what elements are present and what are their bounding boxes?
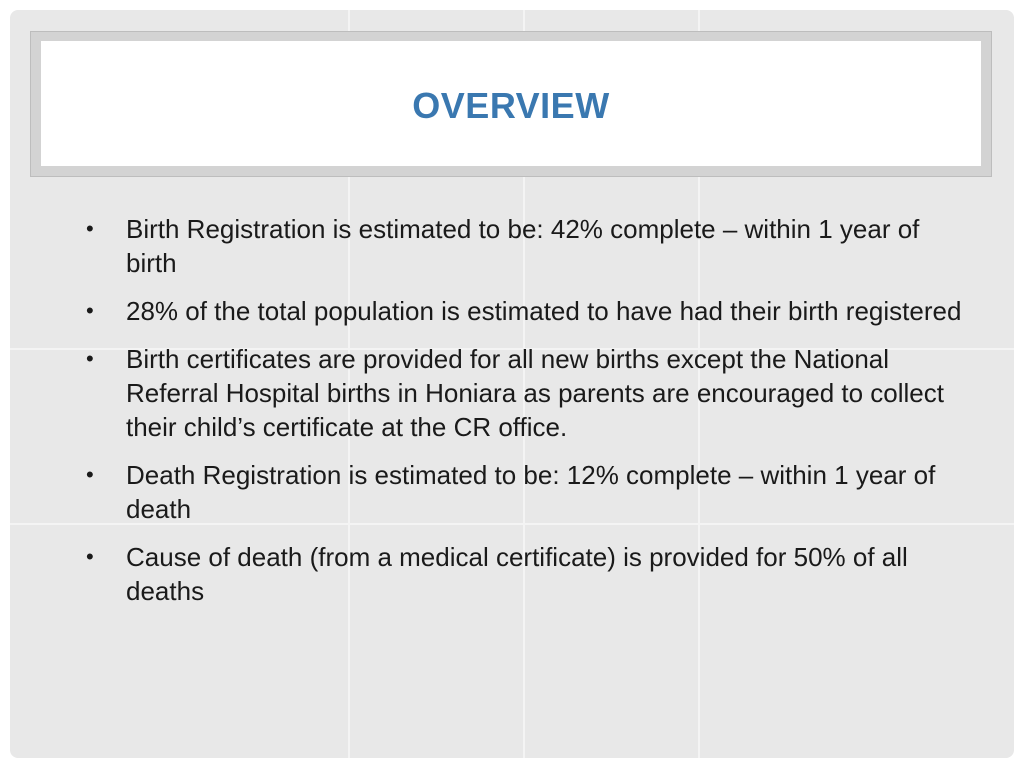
slide-title: OVERVIEW	[412, 84, 610, 126]
title-box	[41, 41, 981, 166]
bullet-list	[80, 212, 970, 622]
bullet-point-icon: •	[86, 462, 94, 487]
bullet-point-icon: •	[86, 346, 94, 371]
bullet-text: Cause of death (from a medical certificate) is provided for 50% of all deaths	[126, 542, 908, 606]
bullet-item	[80, 342, 970, 444]
bullet-text: Birth certificates are provided for all new births except the National Referral Hospital births in Honiara as parents are encouraged to collect their child’s certificate at the CR office.	[126, 344, 944, 442]
bullet-item	[80, 212, 970, 280]
bullet-text: 28% of the total population is estimated to have had their birth registered	[126, 296, 962, 326]
bullet-item	[80, 540, 970, 608]
bullet-text: Death Registration is estimated to be: 12% complete – within 1 year of death	[126, 460, 936, 524]
slide	[10, 10, 1014, 758]
bullet-item	[80, 294, 970, 328]
bullet-item	[80, 458, 970, 526]
bullet-text: Birth Registration is estimated to be: 42% complete – within 1 year of birth	[126, 214, 920, 278]
bullet-point-icon: •	[86, 216, 94, 241]
bullet-point-icon: •	[86, 298, 94, 323]
bullet-point-icon: •	[86, 544, 94, 569]
title-frame	[30, 31, 992, 177]
